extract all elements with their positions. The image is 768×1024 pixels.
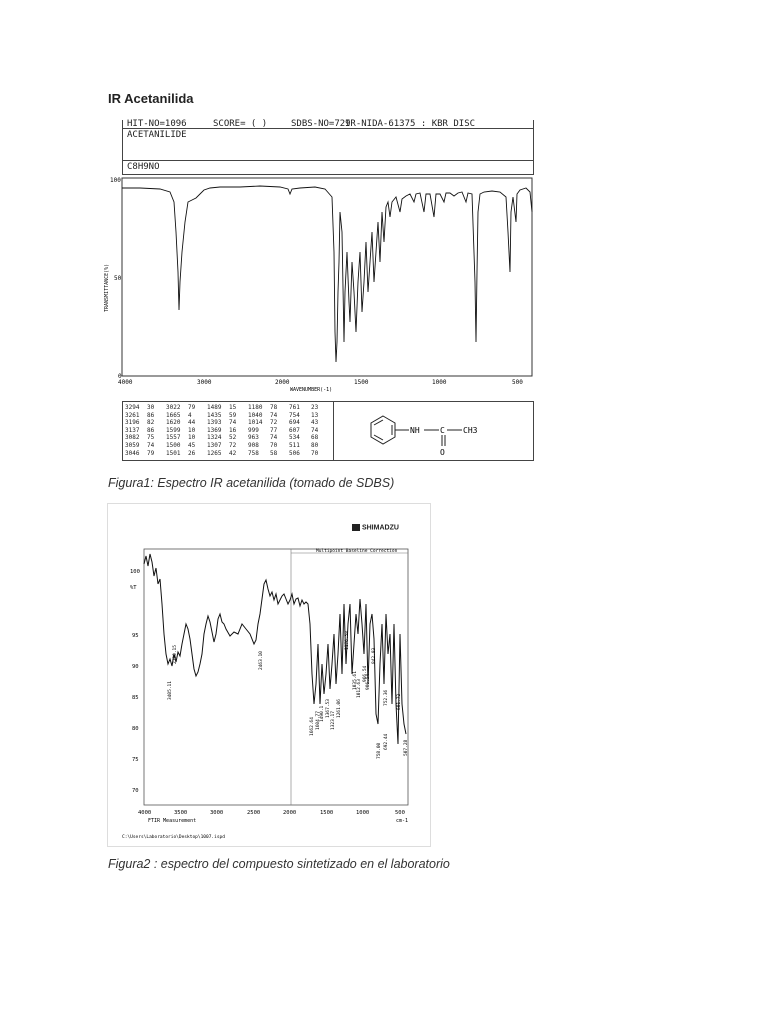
score: SCORE= ( ) (213, 119, 268, 129)
peak-row (166, 434, 206, 442)
peak-intensity: 79 (188, 404, 196, 411)
peak-column (207, 404, 247, 457)
peak-wavenumber: 1501 (166, 449, 181, 457)
peak-intensity: 10 (188, 434, 196, 442)
measurement-method: IR-NIDA-61375 : KBR DISC (345, 119, 476, 129)
x-tick-4000: 4000 (138, 810, 152, 816)
peak-label: 1490.1 (320, 705, 325, 722)
legend-text: Multipoint Baseline Correction (316, 549, 398, 554)
shimadzu-ir-spectrum (108, 504, 430, 846)
header-divider (123, 128, 533, 129)
peak-wavenumber: 694 (289, 419, 300, 427)
peak-row (289, 412, 329, 420)
peak-intensity: 72 (229, 441, 237, 449)
peak-intensity: 72 (270, 419, 278, 427)
peak-intensity: 86 (147, 426, 155, 434)
peak-label: 3405.11 (168, 681, 173, 700)
y-tick-100: 100 (110, 177, 121, 184)
peak-wavenumber: 754 (289, 411, 300, 419)
peak-column (248, 404, 288, 457)
brand-name: SHIMADZU (361, 524, 399, 532)
peak-intensity: 15 (229, 404, 237, 411)
y-tick-100: 100 (130, 569, 140, 575)
peak-wavenumber: 1599 (166, 426, 181, 434)
peak-intensity: 16 (229, 426, 237, 434)
file-path: C:\Users\Laboratorio\Desktop\1007.ispd (122, 835, 225, 840)
peak-intensity: 79 (147, 449, 155, 457)
y-tick-0: 0 (118, 373, 122, 380)
x-tick-3500: 3500 (174, 810, 188, 816)
peak-row (289, 434, 329, 442)
peak-intensity: 58 (270, 449, 278, 457)
peak-wavenumber: 999 (248, 426, 259, 434)
peak-intensity: 70 (270, 441, 278, 449)
y-tick-50: 50 (114, 275, 122, 282)
peak-wavenumber: 3294 (125, 404, 140, 411)
peak-intensity: 74 (270, 411, 278, 419)
x-tick-2000: 2000 (275, 379, 290, 386)
peak-row (125, 434, 165, 442)
peak-label: 1012.63 (357, 679, 362, 698)
peak-label: 758.00 (377, 742, 382, 759)
peak-wavenumber: 1180 (248, 404, 263, 411)
peak-intensity: 74 (270, 434, 278, 442)
peak-row (207, 412, 247, 420)
peak-column (125, 404, 165, 457)
x-tick-1500: 1500 (354, 379, 369, 386)
x-tick-1500: 1500 (320, 810, 334, 816)
sdbs-header-box (122, 120, 534, 175)
y-tick-90: 90 (132, 664, 139, 670)
hit-number: HIT-NO=1096 (127, 119, 187, 129)
peak-row (248, 450, 288, 458)
peak-row (125, 450, 165, 458)
acetanilide-structure (343, 404, 529, 458)
peak-intensity: 78 (270, 404, 278, 411)
x-tick-1000: 1000 (432, 379, 447, 386)
measurement-label: FTIR Measurement (148, 818, 197, 824)
peak-wavenumber: 1369 (207, 426, 222, 434)
peak-label: 1176.58 (345, 631, 350, 650)
peak-wavenumber: 534 (289, 434, 300, 442)
x-unit: cm-1 (396, 818, 409, 824)
peak-intensity: 70 (311, 449, 319, 457)
y-tick-percent-t: %T (130, 585, 137, 591)
peak-label: 1323.17 (331, 711, 336, 730)
peak-row (207, 419, 247, 427)
peak-row (248, 412, 288, 420)
peak-intensity: 43 (311, 419, 319, 427)
peak-row (289, 450, 329, 458)
peak-row (289, 404, 329, 412)
formula-divider (123, 160, 533, 161)
peak-intensity: 74 (229, 419, 237, 427)
peak-intensity: 30 (147, 404, 155, 411)
peak-columns (125, 404, 335, 458)
peak-label: 966.54 (363, 665, 368, 682)
peak-wavenumber: 1620 (166, 419, 181, 427)
compound-name: ACETANILIDE (127, 130, 187, 140)
peak-wavenumber: 761 (289, 404, 300, 411)
peak-wavenumber: 1557 (166, 434, 181, 442)
x-tick-1000: 1000 (356, 810, 370, 816)
peak-wavenumber: 3196 (125, 419, 140, 427)
peak-intensity: 52 (229, 434, 237, 442)
peak-row (166, 412, 206, 420)
peak-intensity: 26 (188, 449, 196, 457)
y-tick-85: 85 (132, 695, 139, 701)
peak-row (125, 419, 165, 427)
peak-label: 1035.61 (353, 671, 358, 690)
y-tick-70: 70 (132, 788, 139, 794)
peak-label: 752.36 (384, 689, 389, 706)
peak-row (166, 404, 206, 412)
peak-row (125, 404, 165, 412)
peak-row (166, 419, 206, 427)
peak-wavenumber: 1265 (207, 449, 222, 457)
x-axis-label: WAVENUMBER(-1) (290, 387, 333, 393)
peak-intensity: 23 (311, 404, 319, 411)
peak-row (289, 419, 329, 427)
peak-row (207, 434, 247, 442)
y-tick-75: 75 (132, 757, 139, 763)
x-tick-500: 500 (512, 379, 523, 386)
ch3-label: CH3 (463, 426, 478, 435)
peak-row (166, 427, 206, 435)
nh-label: NH (410, 426, 420, 435)
peak-row (248, 427, 288, 435)
peak-wavenumber: 506 (289, 449, 300, 457)
sdbs-number: SDBS-NO=729 (291, 119, 351, 129)
peak-column (289, 404, 329, 457)
section-title: IR Acetanilida (108, 91, 194, 106)
peak-row (207, 404, 247, 412)
peak-label: 1604.77 (316, 711, 321, 730)
peak-row (248, 404, 288, 412)
peak-wavenumber: 511 (289, 441, 300, 449)
carbon-label: C (440, 426, 445, 435)
peak-wavenumber: 1665 (166, 411, 181, 419)
peak-row (125, 442, 165, 450)
x-tick-3000: 3000 (210, 810, 224, 816)
figure1-caption: Figura1: Espectro IR acetanilida (tomado de SDBS) (108, 476, 395, 490)
y-axis-label: TRANSMITTANCE(%) (104, 263, 110, 312)
x-tick-2000: 2000 (283, 810, 297, 816)
peak-row (125, 412, 165, 420)
peak-intensity: 82 (147, 419, 155, 427)
peak-wavenumber: 1500 (166, 441, 181, 449)
peak-row (207, 442, 247, 450)
x-tick-4000: 4000 (118, 379, 133, 386)
peak-intensity: 42 (229, 449, 237, 457)
peak-wavenumber: 1489 (207, 404, 222, 411)
peak-label: 906.54 (366, 673, 371, 690)
peak-wavenumber: 3261 (125, 411, 140, 419)
peak-label: 1367.53 (326, 699, 331, 718)
peak-label: 692.44 (384, 733, 389, 750)
shimadzu-spectrum-line (144, 554, 406, 744)
peak-label: 842.83 (372, 647, 377, 664)
y-tick-80: 80 (132, 726, 139, 732)
peak-row (207, 450, 247, 458)
peak-row (248, 442, 288, 450)
peak-row (289, 442, 329, 450)
peak-wavenumber: 3082 (125, 434, 140, 442)
peak-row (125, 427, 165, 435)
peak-row (248, 434, 288, 442)
peak-intensity: 13 (311, 411, 319, 419)
sdbs-peak-table (122, 401, 534, 461)
peak-row (207, 427, 247, 435)
peak-wavenumber: 607 (289, 426, 300, 434)
peak-label: 1662.64 (310, 717, 315, 736)
peak-intensity: 86 (147, 411, 155, 419)
peak-intensity: 45 (188, 441, 196, 449)
y-tick-95: 95 (132, 633, 139, 639)
peak-wavenumber: 1393 (207, 419, 222, 427)
shimadzu-figure (107, 503, 431, 847)
peak-label: 601.72 (397, 693, 402, 710)
peak-intensity: 10 (188, 426, 196, 434)
figure2-caption: Figura2 : espectro del compuesto sintetizado en el laboratorio (108, 857, 450, 871)
peak-row (166, 442, 206, 450)
peak-row (289, 427, 329, 435)
peak-wavenumber: 3059 (125, 441, 140, 449)
peak-label: 507.28 (404, 739, 409, 756)
peak-intensity: 68 (311, 434, 319, 442)
peak-label: 2463.10 (259, 651, 264, 670)
peak-wavenumber: 1014 (248, 419, 263, 427)
oxygen-label: O (440, 448, 445, 457)
x-tick-2500: 2500 (247, 810, 261, 816)
peak-label: 1261.06 (337, 699, 342, 718)
peak-intensity: 44 (188, 419, 196, 427)
x-tick-3000: 3000 (197, 379, 212, 386)
sdbs-spectrum-line (122, 186, 532, 362)
peak-label: 2730.15 (173, 645, 178, 664)
peak-wavenumber: 758 (248, 449, 259, 457)
peak-intensity: 74 (311, 426, 319, 434)
peak-intensity: 75 (147, 434, 155, 442)
peak-wavenumber: 3022 (166, 404, 181, 411)
peak-wavenumber: 963 (248, 434, 259, 442)
peak-wavenumber: 1040 (248, 411, 263, 419)
molecular-formula: C8H9NO (127, 162, 160, 172)
peak-wavenumber: 1324 (207, 434, 222, 442)
table-divider (333, 402, 334, 460)
peak-wavenumber: 3046 (125, 449, 140, 457)
peak-wavenumber: 1307 (207, 441, 222, 449)
peak-wavenumber: 1435 (207, 411, 222, 419)
peak-intensity: 74 (147, 441, 155, 449)
peak-row (248, 419, 288, 427)
peak-wavenumber: 908 (248, 441, 259, 449)
peak-intensity: 59 (229, 411, 237, 419)
peak-labels (167, 631, 409, 759)
sdbs-ir-spectrum (100, 172, 540, 397)
peak-intensity: 4 (188, 411, 192, 419)
peak-intensity: 80 (311, 441, 319, 449)
peak-row (166, 450, 206, 458)
peak-column (166, 404, 206, 457)
peak-intensity: 77 (270, 426, 278, 434)
x-tick-500: 500 (395, 810, 405, 816)
peak-wavenumber: 3137 (125, 426, 140, 434)
